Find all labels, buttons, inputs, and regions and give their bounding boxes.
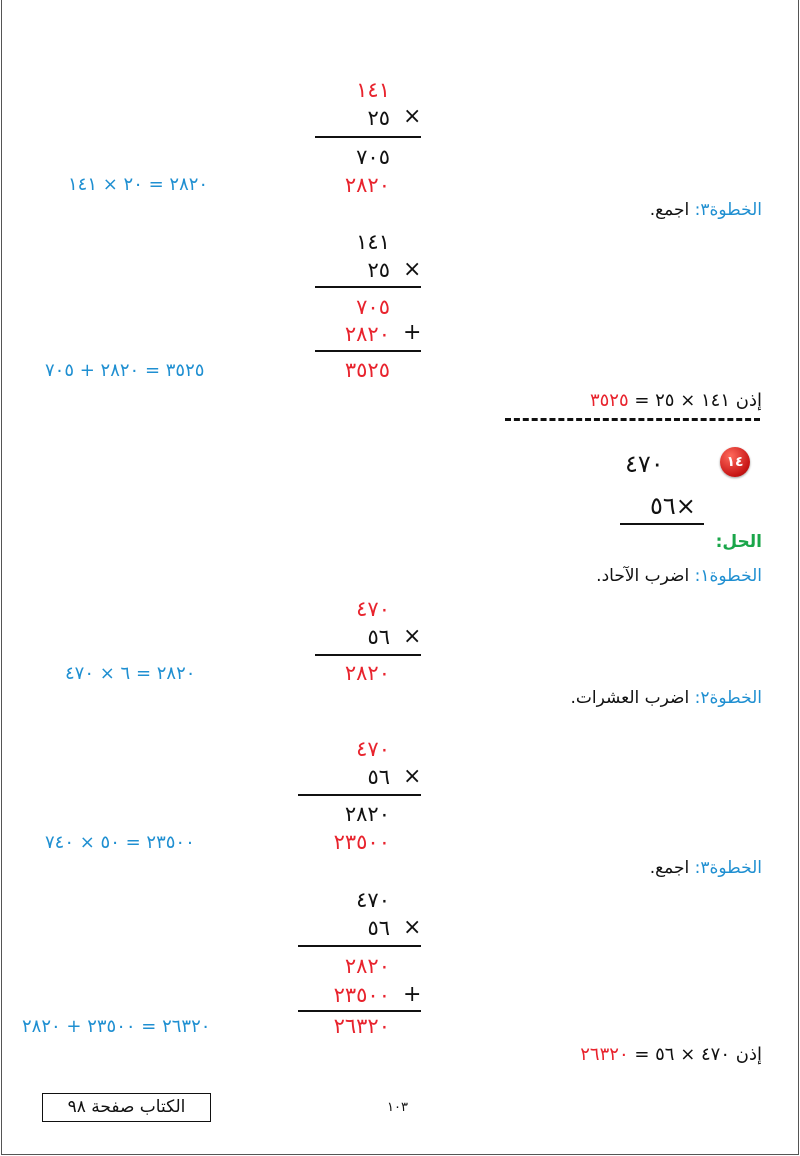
s2-multiplicand: ٤٧٠ xyxy=(356,737,390,761)
problem-number-badge: ١٤ xyxy=(720,447,750,477)
conclusion-answer: ٢٦٣٢٠ xyxy=(580,1044,629,1065)
equation-partial-2: ٢٨٢٠ = ٢٠ × ١٤١ xyxy=(68,174,209,195)
sum-partial-1: ٧٠٥ xyxy=(356,295,390,319)
top-multiplicand: ١٤١ xyxy=(356,78,390,102)
equation-s2: ٢٣٥٠٠ = ٥٠ × ٧٤٠ xyxy=(45,832,195,853)
top-multiplier: ٢٥ xyxy=(367,106,390,130)
step2-heading xyxy=(570,688,762,708)
step3-heading xyxy=(650,858,762,878)
s3-multiplicand: ٤٧٠ xyxy=(356,888,390,912)
s1-multiplicand: ٤٧٠ xyxy=(356,597,390,621)
sum-result: ٣٥٢٥ xyxy=(344,358,390,382)
step1-heading xyxy=(596,566,762,586)
sum-multiplicand: ١٤١ xyxy=(356,230,390,254)
times-sign: × xyxy=(403,104,422,129)
top-partial-2: ٢٨٢٠ xyxy=(344,173,390,197)
rule-line xyxy=(298,1010,421,1012)
page-number: ١٠٣ xyxy=(387,1100,408,1115)
equation-s3: ٢٦٣٢٠ = ٢٣٥٠٠ + ٢٨٢٠ xyxy=(22,1016,211,1037)
step-label: الخطوة١: xyxy=(694,566,762,586)
sum-partial-2: ٢٨٢٠ xyxy=(344,322,390,346)
conclusion-expression: ١٤١ × ٢٥ = xyxy=(628,390,731,411)
plus-sign: + xyxy=(403,982,422,1007)
step-text: اضرب الآحاد. xyxy=(596,566,695,586)
conclusion-1 xyxy=(590,390,762,411)
s3-partial-1: ٢٨٢٠ xyxy=(344,954,390,978)
problem-multiplicand: ٤٧٠ xyxy=(625,450,664,478)
solution-label: الحل: xyxy=(715,532,762,552)
step-text: اجمع. xyxy=(649,858,695,878)
times-sign: × xyxy=(403,624,422,649)
step-label: الخطوة٣: xyxy=(694,858,762,878)
s2-partial-2: ٢٣٥٠٠ xyxy=(333,830,390,854)
conclusion-prefix: إذن xyxy=(730,390,762,411)
conclusion-prefix: إذن xyxy=(730,1044,762,1065)
step3-heading xyxy=(650,200,762,220)
step-label: الخطوة٣: xyxy=(694,200,762,220)
step-label: الخطوة٢: xyxy=(694,688,762,708)
equation-sum: ٣٥٢٥ = ٢٨٢٠ + ٧٠٥ xyxy=(45,360,205,381)
problem-multiplier: ٥٦× xyxy=(650,492,696,520)
times-sign: × xyxy=(403,257,422,282)
rule-line xyxy=(298,794,421,796)
times-sign: × xyxy=(403,915,422,940)
s1-product: ٢٨٢٠ xyxy=(344,661,390,685)
s3-multiplier: ٥٦ xyxy=(367,916,390,940)
book-reference-box: الكتاب صفحة ٩٨ xyxy=(42,1093,211,1122)
rule-line xyxy=(315,654,421,656)
times-sign: × xyxy=(403,764,422,789)
conclusion-answer: ٣٥٢٥ xyxy=(589,390,629,411)
s3-partial-2: ٢٣٥٠٠ xyxy=(333,983,390,1007)
rule-line xyxy=(620,523,704,525)
rule-line xyxy=(315,286,421,288)
rule-line xyxy=(315,136,421,138)
conclusion-2 xyxy=(580,1044,762,1065)
sum-multiplier: ٢٥ xyxy=(367,258,390,282)
plus-sign: + xyxy=(403,320,422,345)
s1-multiplier: ٥٦ xyxy=(367,625,390,649)
rule-line xyxy=(298,945,421,947)
step-text: اجمع. xyxy=(649,200,695,220)
s2-partial-1: ٢٨٢٠ xyxy=(344,802,390,826)
step-text: اضرب العشرات. xyxy=(570,688,695,708)
top-partial-1: ٧٠٥ xyxy=(356,145,390,169)
equation-s1: ٢٨٢٠ = ٦ × ٤٧٠ xyxy=(65,663,196,684)
rule-line xyxy=(315,350,421,352)
s3-result: ٢٦٣٢٠ xyxy=(333,1014,390,1038)
s2-multiplier: ٥٦ xyxy=(367,765,390,789)
conclusion-expression: ٤٧٠ × ٥٦ = xyxy=(628,1044,731,1065)
section-divider xyxy=(505,418,760,421)
